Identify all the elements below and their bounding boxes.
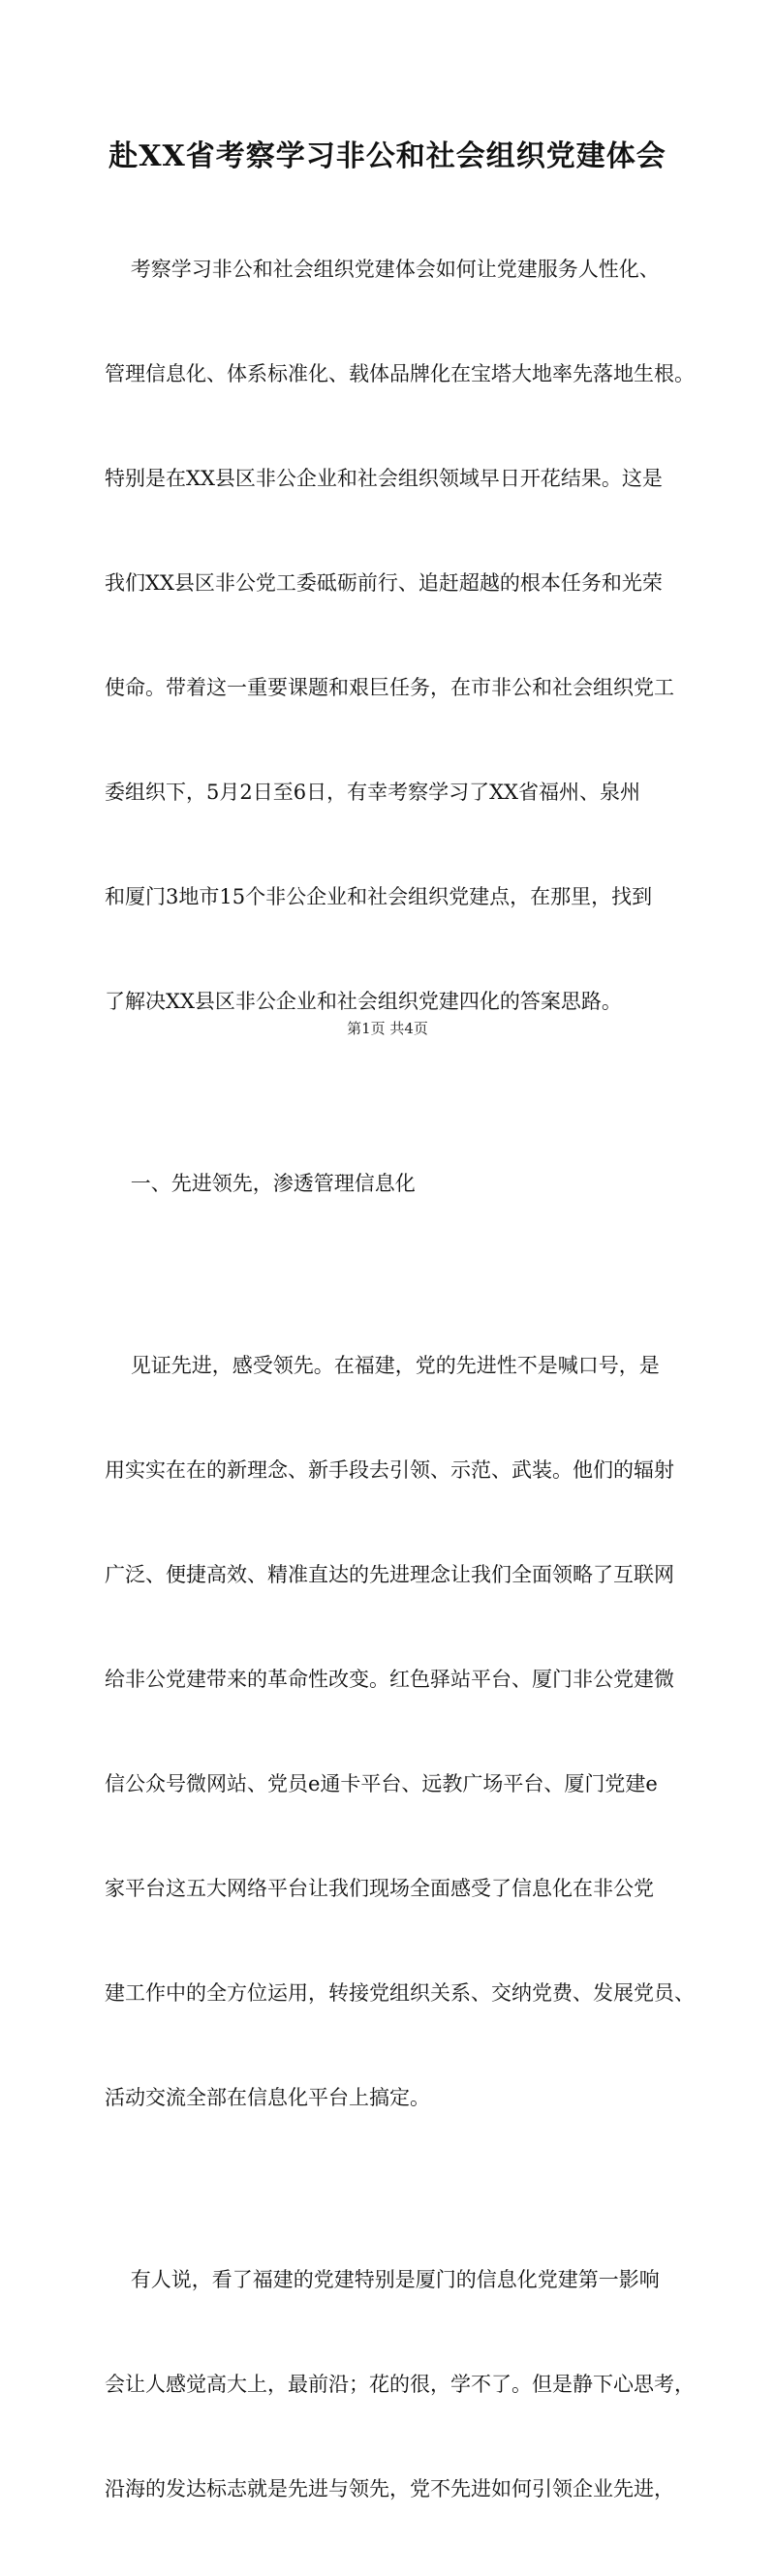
text-line: 活动交流全部在信息化平台上搞定。 [105,2086,430,2109]
text-line: 沿海的发达标志就是先进与领先，党不先进如何引领企业先进， [105,2477,674,2500]
section-heading-line: 一、先进领先，渗透管理信息化 [105,1172,416,1195]
text-line: 有人说，看了福建的党建特别是厦门的信息化党建第一影响 [105,2268,660,2291]
page-number-footer: 第1页 共4页 [347,1020,428,1037]
text-line: 用实实在在的新理念、新手段去引领、示范、武装。他们的辐射 [105,1458,674,1482]
document-title: 赴XX省考察学习非公和社会组织党建体会 [108,139,666,173]
text-line: 给非公党建带来的革命性改变。红色驿站平台、厦门非公党建微 [105,1668,674,1691]
paragraph-intro [105,182,695,1089]
text-line: 管理信息化、体系标准化、载体品牌化在宝塔大地率先落地生根。 [105,362,695,385]
document-body [105,182,695,2576]
text-line: 会让人感觉高大上，最前沿；花的很，学不了。但是静下心思考， [105,2373,695,2396]
text-line: 和厦门3地市15个非公企业和社会组织党建点，在那里，找到 [105,885,653,908]
text-line: 见证先进，感受领先。在福建，党的先进性不是喊口号，是 [105,1354,660,1377]
paragraph-section-1 [105,1278,695,2185]
text-line: 我们XX县区非公党工委砥砺前行、追赶超越的根本任务和光荣 [105,571,663,595]
text-line: 广泛、便捷高效、精准直达的先进理念让我们全面领略了互联网 [105,1563,674,1586]
paragraph-section-2 [105,2193,695,2576]
text-line: 信公众号微网站、党员e通卡平台、远教广场平台、厦门党建e [105,1772,658,1795]
text-line: 了解决XX县区非公企业和社会组织党建四化的答案思路。 [105,990,622,1013]
text-line: 建工作中的全方位运用，转接党组织关系、交纳党费、发展党员、 [105,1981,695,2005]
section-heading [105,1096,686,1271]
text-line: 委组织下，5月2日至6日，有幸考察学习了XX省福州、泉州 [105,781,640,804]
text-line: 特别是在XX县区非公企业和社会组织领域早日开花结果。这是 [105,467,663,490]
text-line: 使命。带着这一重要课题和艰巨任务，在市非公和社会组织党工 [105,676,674,699]
text-line: 考察学习非公和社会组织党建体会如何让党建服务人性化、 [105,258,660,281]
text-line: 家平台这五大网络平台让我们现场全面感受了信息化在非公党 [105,1877,654,1900]
